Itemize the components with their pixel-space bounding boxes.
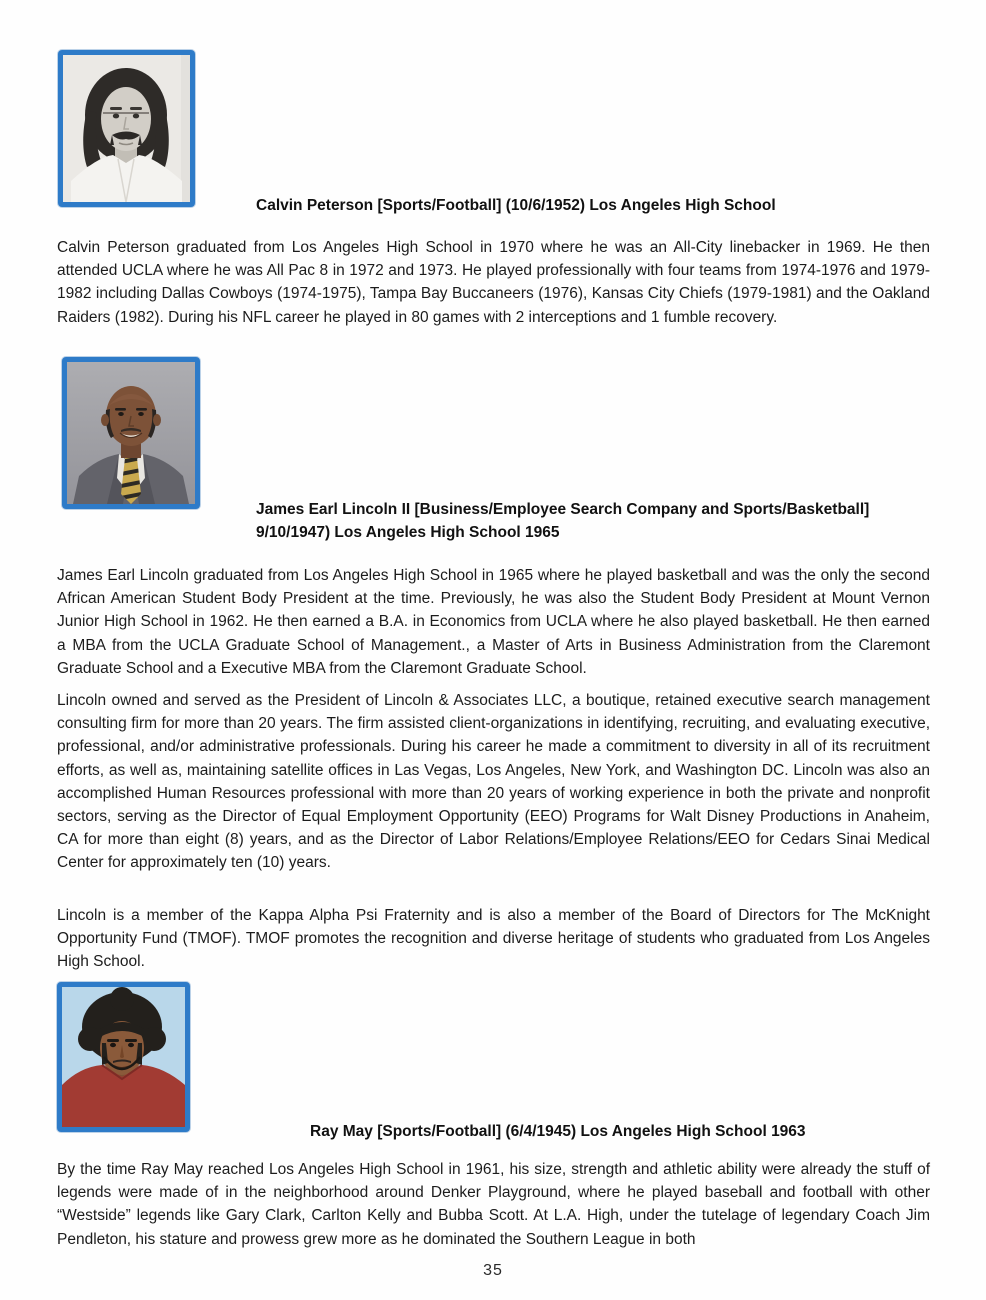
calvin-peterson-heading: Calvin Peterson [Sports/Football] (10/6/1952) Los Angeles High School [256, 197, 776, 214]
james-earl-lincoln-heading-line2: 9/10/1947) Los Angeles High School 1965 [256, 524, 560, 541]
page-number: 35 [483, 1262, 503, 1279]
calvin-peterson-bio: Calvin Peterson graduated from Los Angeles High School in 1970 where he was an All-City linebacker in 1969. He then attended UCLA where he was All Pac 8 in 1972 and 1973. He played professionally with four teams from 1974-1976 and 1979-1982 including Dallas Cowboys (1974-1975), Tampa Bay Buccaneers (1976), Kansas City Chiefs (1979-1981) and the Oakland Raiders (1982). During his NFL career he played in 80 games with 2 interceptions and 1 fumble recovery. [57, 239, 930, 326]
james-earl-lincoln-bio-education: James Earl Lincoln graduated from Los Angeles High School in 1965 where he played basketball and was the only the second African American Student Body President at the time. Previously, he was also the Student Body President at Mount Vernon Junior High School in 1962. He then earned a B.A. in Economics from UCLA where he also played basketball. He then earned a MBA from the UCLA Graduate School of Management., a Master of Arts in Business Administration from the Claremont Graduate School and a Executive MBA from the Claremont Graduate School. [57, 567, 930, 677]
calvin-peterson-photo [58, 50, 195, 207]
ray-may-photo [57, 982, 190, 1132]
james-earl-lincoln-bio-fraternity: Lincoln is a member of the Kappa Alpha Psi Fraternity and is also a member of the Board of Directors for The McKnight Opportunity Fund (TMOF). TMOF promotes the recognition and diverse heritage of students who graduated from Los Angeles High School. [57, 907, 930, 971]
james-earl-lincoln-portrait-art [67, 362, 195, 504]
ray-may-portrait-art [62, 987, 185, 1127]
ray-may-bio: By the time Ray May reached Los Angeles High School in 1961, his size, strength and athletic ability were already the stuff of legends were made of in the neighborhood around Denker Playground, where he played baseball and football with other “Westside” legends like Gary Clark, Carlton Kelly and Bubba Scott. At L.A. High, under the tutelage of legendary Coach Jim Pendleton, his stature and prowess grew more as he dominated the Southern League in both [57, 1161, 930, 1248]
calvin-peterson-portrait-art [63, 55, 190, 202]
ray-may-heading: Ray May [Sports/Football] (6/4/1945) Los Angeles High School 1963 [310, 1123, 806, 1140]
james-earl-lincoln-bio-career: Lincoln owned and served as the President of Lincoln & Associates LLC, a boutique, retained executive search management consulting firm for more than 20 years. The firm assisted client-organizations in identifying, recruiting, and evaluating executive, professional, and/or administrative professionals. During his career he made a commitment to diversity in all of its recruitment efforts, as well as, maintaining satellite offices in Las Vegas, Los Angeles, New York, and Washington DC. Lincoln was also an accomplished Human Resources professional with more than 20 years of working experience in both the private and nonprofit sectors, serving as the Director of Equal Employment Opportunity (EEO) Programs for Walt Disney Productions in Anaheim, CA for more than eight (8) years, and as the Director of Labor Relations/Employee Relations/EEO for Cedars Sinai Medical Center for approximately ten (10) years. [57, 692, 930, 872]
james-earl-lincoln-heading-line1: James Earl Lincoln II [Business/Employee Search Company and Sports/Basketball] [256, 501, 870, 518]
james-earl-lincoln-photo [62, 357, 200, 509]
